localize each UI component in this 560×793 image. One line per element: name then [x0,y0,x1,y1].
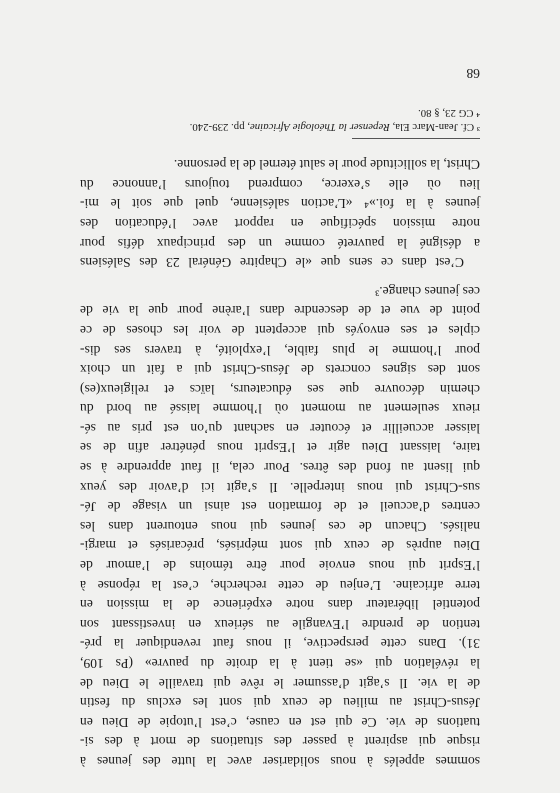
book-title: Repenser la Théologie Africaine [249,121,390,133]
text-line: pour l’homme le plus faible, l’exploité, à travers ses dis- [80,342,480,358]
text-line: C’est dans ce sens que «le Chapitre Général 23 des Salésiens [80,255,464,271]
text-line: jeunes à la foi.»⁴ «L’action salésienne, quel que soit le mi- [80,196,480,212]
text-line: 31). Dans cette perspective, il nous faut revendiquer la pré- [80,636,480,652]
text-line: tention de prendre l’Evangile au sérieux en investissant son [80,616,480,632]
text-line: ciples et ses envoyés qui acceptent de voir les choses de ce [80,322,480,338]
text-line: taire, laissant Dieu agir et l’Esprit nous pénétrer afin de se [80,440,480,456]
text-line: terre africaine. L’enjeu de cette recherche, c’est la réponse à [80,577,480,593]
footnotes [80,106,480,133]
body-text [80,155,480,771]
footnote: ⁴ CG 23, § 80. [418,107,480,120]
page-number: 68 [466,66,480,81]
text-line: ces jeunes change.³ [375,283,480,299]
footnote: ³ Cf. Jean-Marc Ela, Repenser la Théologie Africaine, pp. 239-240. [189,121,480,133]
text-line: rieux seulement au moment où l’homme laissé au bord du [80,401,480,417]
text-line: la révélation qui «se tient à la droite du pauvre» (Ps 109, [80,656,480,672]
text-line: sommes appelés à nous solidariser avec la lutte des jeunes à [80,754,480,769]
text-line: qui lisent au fond des êtres. Pour cela, il faut apprendre à se [80,460,480,476]
text-line: sont des signes concrets de Jésus-Christ qui a fait un choix [80,362,480,378]
text-line: lieu où elle s’exerce, comprend toujours l’annonce du [80,176,480,192]
text-line: a désigné la pauvreté comme un des principaux défis pour [80,235,480,251]
text-line: Christ, la sollicitude pour le salut éternel de la personne. [173,157,480,173]
text-line: chemin découvre que ses éducateurs, laïcs et religieux(es) [80,381,480,397]
text-line: l’Esprit qui nous envoie pour être témoins de l’amour de [80,558,480,574]
text-line: centres d’accueil et de formation est ainsi un visage de Jé- [80,499,480,515]
text-line: sus-Christ qui nous interpelle. Il s’agit ici d’avoir des yeux [80,479,480,495]
text-line: notre mission spécifique en rapport avec l’éducation des [80,215,480,231]
text-line: nalisés. Chacun de ces jeunes qui nous entourent dans les [80,518,480,534]
text-line: point de vue et de descendre dans l’arène pour que la vie de [80,303,480,319]
text-line: Dieu auprès de ceux qui sont méprisés, précarisés et margi- [80,538,480,554]
footnote-separator [352,138,480,139]
text-line: potentiel libérateur dans notre expérience de la mission en [80,597,480,613]
text-line: laisser accueillir et écouter en sachant qu’on est pris au sé- [80,420,480,436]
text-line: tuations de vie. Ce qui est en cause, c’est l’utopie de Dieu en [80,714,480,730]
text-line: Jésus-Christ au milieu de ceux qui sont les exclus du festin [80,695,480,711]
paragraph [80,155,480,273]
paragraph [80,281,480,771]
text-line: de la vie. Il s’agit d’assumer le rêve qui travaille le Dieu de [80,675,480,691]
text-line: risque qui aspirent à passer des situations de mort à des si- [80,734,480,750]
